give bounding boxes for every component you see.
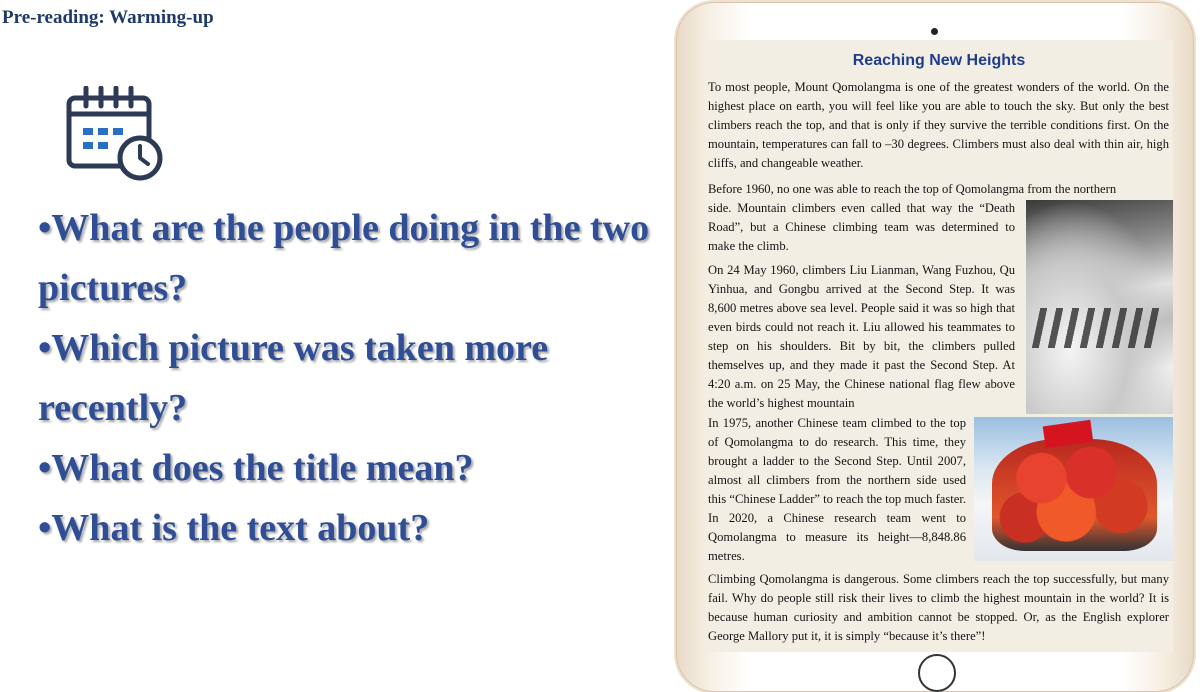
slide-title: Pre-reading: Warming-up — [2, 7, 214, 28]
article-title: Reaching New Heights — [852, 52, 1026, 69]
calendar-clock-icon — [66, 86, 166, 184]
tablet-home-button[interactable] — [918, 654, 956, 692]
article-paragraph-2 — [708, 180, 1117, 256]
article-paragraph-4: In 1975, another Chinese team climbed to the top of Qomolangma to do research. This time, they brought a ladder to the Second Step. Until 2007, almost all climbers from the northern side used this “Chinese Ladder” to reach the top much faster. In 2020, a Chinese research team went to Qomolangma to measure its height—8,848.86 metres. — [708, 416, 966, 563]
article-paragraph-5: Climbing Qomolangma is dangerous. Some climbers reach the top successfully, but many fail. Why do people still risk their lives to climb the highest mountain in the world? It is because human curiosity and ambition cannot be stopped. Or, as the English explorer George Mallory put it, it is simply “because it’s there”! — [708, 572, 1169, 643]
question-1: •What are the people doing in the two pictures? — [38, 207, 650, 309]
climbing-team-photo — [974, 417, 1173, 561]
climbers-1960-photo — [1026, 200, 1173, 414]
tablet-camera — [931, 28, 938, 35]
team-in-red-suits — [992, 439, 1157, 551]
climber-figures — [1032, 308, 1161, 348]
textbook-page — [705, 40, 1173, 652]
article-paragraph-1: To most people, Mount Qomolangma is one of the greatest wonders of the world. On the highest place on earth, you will feel like you are able to touch the sky. But only the best climbers reach the top, and that is only if they survive the terrible conditions first. On the mountain, temperatures can fall to –30 degrees. Climbers must also deal with thin air, high cliffs, and changeable weather. — [708, 80, 1169, 170]
paragraph-2-first-line: Before 1960, no one was able to reach the top of Qomolangma from the northern — [708, 182, 1117, 196]
paragraph-2-rest: side. Mountain climbers even called that way the “Death Road”, but a Chinese climbing team was determined to make the climb. — [708, 201, 1015, 253]
article-paragraph-3: On 24 May 1960, climbers Liu Lianman, Wang Fuzhou, Qu Yinhua, and Gongbu arrived at the Second Step. It was 8,600 metres above sea level. People said it was so high that even birds could not reach it. Liu allowed his teammates to step on his shoulders. Bit by bit, the climbers pulled themselves up, and they made it past the Second Step. At 4:20 a.m. on 25 May, the Chinese national flag flew above the world’s highest mountain — [708, 263, 1015, 410]
question-3: •What does the title mean? — [38, 447, 474, 489]
question-list — [38, 198, 658, 558]
question-2: •Which picture was taken more recently? — [38, 327, 549, 429]
tablet-frame — [676, 2, 1194, 692]
question-4: •What is the text about? — [38, 507, 430, 549]
